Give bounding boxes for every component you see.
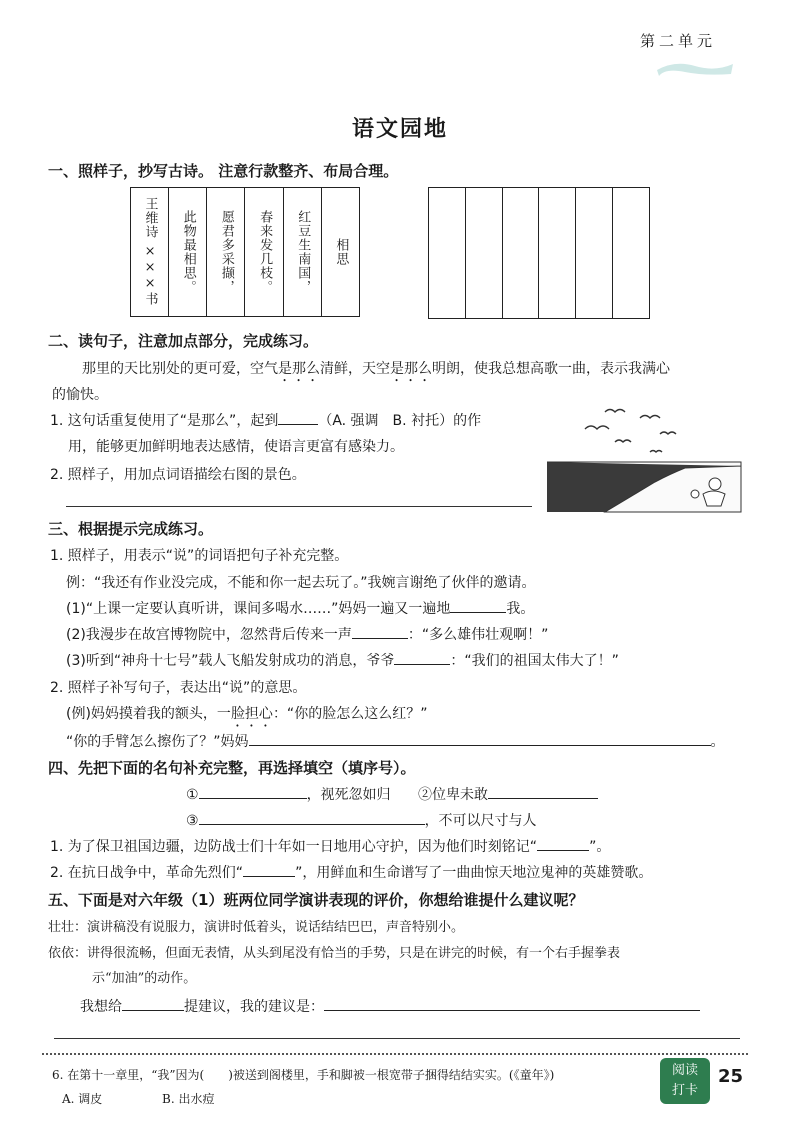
s2-question-1: 1. 这句话重复使用了“是那么”，起到 （A. 强调 B. 衬托）的作 [50,413,482,429]
unit-label: 第二单元 [640,32,717,50]
copy-column[interactable] [539,188,576,318]
s5-answer-line: 我想给 提建议，我的建议是： [80,996,700,1016]
copy-column[interactable] [613,188,649,318]
answer-blank[interactable] [278,411,318,425]
answer-blank[interactable] [352,625,408,639]
s2-question-1-cont: 用，能够更加鲜明地表达感情，使语言更富有感染力。 [68,439,404,455]
s3-item-2: (2)我漫步在故宫博物院中，忽然背后传来一声 ：“多么雄伟壮观啊！” [66,627,549,643]
section-3-heading: 三、根据提示完成练习。 [48,520,214,538]
poem-copy-grid[interactable] [428,187,650,319]
answer-blank[interactable] [450,599,506,613]
seagull-icon [585,410,676,453]
poem-column: 红豆生南国， [283,188,321,316]
s2-question-2: 2. 照样子，用加点词语描绘右图的景色。 [50,467,306,483]
s3-fill-line: “你的手臂怎么擦伤了？”妈妈 。 [66,734,725,750]
answer-line[interactable] [66,506,532,507]
answer-blank[interactable] [199,811,425,825]
poem-column: 春来发几枝。 [244,188,282,316]
dotted-phrase: 是那么 [278,361,320,377]
copy-column[interactable] [466,188,503,318]
answer-blank[interactable] [488,785,598,799]
option-a[interactable]: A. 调皮 [62,1092,103,1106]
yy-evaluation-line-2: 示“加油”的动作。 [92,971,197,986]
copy-column[interactable] [429,188,466,318]
yy-evaluation-line-1: 依依：讲得很流畅，但面无表情，从头到尾没有恰当的手势，只是在讲完的时候，有一个右手握拳表 [48,946,621,961]
answer-blank[interactable] [243,863,295,877]
reading-checkin-badge: 阅读 打卡 [660,1058,710,1104]
dotted-phrase: 是那么 [390,361,432,377]
answer-blank[interactable] [122,997,184,1011]
zz-evaluation: 壮壮：演讲稿没有说服力，演讲时低着头，说话结结巴巴，声音特别小。 [48,920,465,935]
section-1-heading: 一、照样子，抄写古诗。 注意行款整齐、布局合理。 [48,162,399,180]
s4-question-2: 2. 在抗日战争中，革命先烈们“ ”，用鲜血和生命谱写了一曲曲惊天地泣鬼神的英雄赞歌。 [50,865,653,881]
s3-question-2: 2. 照样子补写句子，表达出“说”的意思。 [50,680,307,696]
s4-question-1: 1. 为了保卫祖国边疆，边防战士们十年如一日地用心守护，因为他们时刻铭记“ ”。 [50,839,611,855]
quote-item-3: ③ ，不可以尺寸与人 [186,813,537,829]
answer-blank[interactable] [249,732,711,746]
s3-example-2: (例)妈妈摸着我的额头，一脸担心：“你的脸怎么这么红？” [66,706,428,722]
poem-column: 王维诗 ×××书 [142,197,158,307]
header-brush-decoration [655,56,735,78]
beach-scene-illustration [545,404,745,514]
copy-column[interactable] [503,188,540,318]
reading-question: 6. 在第十一章里，“我”因为( )被送到阁楼里，手和脚被一根宽带子捆得结结实实。(《童年》) [52,1068,555,1082]
poem-column: 愿君多采撷， [206,188,244,316]
s3-item-3: (3)听到“神舟十七号”载人飞船发射成功的消息，爷爷 ：“我们的祖国太伟大了！” [66,653,619,669]
section-2-heading: 二、读句子，注意加点部分，完成练习。 [48,332,319,350]
quote-item-2: ②位卑未敢 [418,784,598,804]
answer-line[interactable] [54,1038,740,1039]
page-number: 25 [718,1066,744,1087]
option-b[interactable]: B. 出水痘 [162,1092,215,1106]
poem-sample-grid [130,187,360,317]
s3-question-1: 1. 照样子，用表示“说”的词语把句子补充完整。 [50,548,349,564]
answer-blank[interactable] [324,997,700,1011]
answer-blank[interactable] [394,651,450,665]
passage-line-1: 那里的天比别处的更可爱，空气是那么清鲜，天空是那么明朗，使我总想高歌一曲，表示我满心 [82,361,670,377]
answer-blank[interactable] [537,837,589,851]
poem-column: 相思 [321,188,359,316]
section-5-heading: 五、下面是对六年级（1）班两位同学演讲表现的评价，你想给谁提什么建议呢？ [48,891,584,909]
s3-item-1: (1)“上课一定要认真听讲，课间多喝水……”妈妈一遍又一遍地 我。 [66,601,535,617]
answer-blank[interactable] [199,785,307,799]
copy-column[interactable] [576,188,613,318]
footer-separator [42,1053,748,1055]
quote-item-1: ① ，视死忽如归 [186,787,391,803]
passage-line-2: 的愉快。 [52,387,108,403]
poem-column: 此物最相思。 [168,188,206,316]
s3-example: 例：“我还有作业没完成，不能和你一起去玩了。”我婉言谢绝了伙伴的邀请。 [66,575,536,591]
section-4-heading: 四、先把下面的名句补充完整，再选择填空（填序号）。 [48,759,416,777]
dotted-phrase: 脸担心 [230,706,273,722]
page-title: 语文园地 [351,116,448,142]
